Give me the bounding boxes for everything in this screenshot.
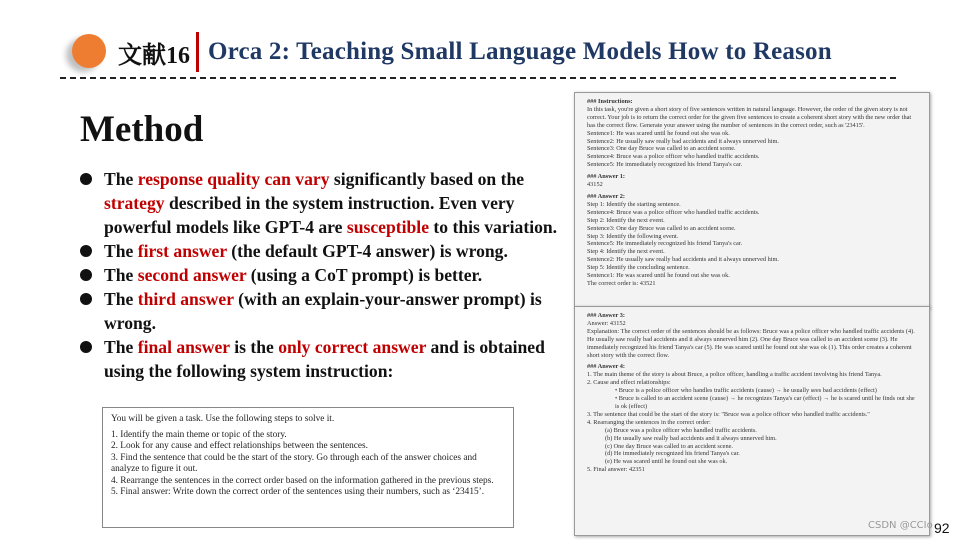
answer4-body — [587, 371, 917, 474]
story-sentence: Sentence3: One day Bruce was called to an accident scene. — [587, 145, 736, 153]
answer4-line: 5. Final answer: 42351 — [587, 466, 645, 474]
answer4-line: (b) He usually saw really bad accidents and it always unnerved him. — [605, 434, 777, 442]
story-sentence: Sentence1: He was scared until he found out she was ok. — [587, 129, 730, 137]
system-instruction-step: 3. Find the sentence that could be the start of the story. Go through each of the answer choices and analyze to figure it out. — [111, 452, 477, 474]
system-instruction-step: 4. Rearrange the sentences in the correct order based on the information gathered in the previous steps. — [111, 475, 494, 486]
answer4-line: (a) Bruce was a police officer who handled traffic accidents. — [605, 426, 757, 434]
answer2-line: Step 3: Identify the following event. — [587, 232, 679, 240]
instructions-heading: ### Instructions: — [587, 98, 633, 105]
answer4-line: 4. Rearranging the sentences in the correct order: — [587, 418, 711, 426]
answer4-line: (d) He immediately recognized his friend Tanya's car. — [605, 450, 740, 458]
answer4-line: (c) One day Bruce was called to an accident scene. — [605, 442, 733, 450]
answer3-answer: Answer: 43152 — [587, 319, 626, 327]
example-prompt-top — [574, 92, 930, 308]
answer2-line: Sentence5: He immediately recognized his friend Tanya's car. — [587, 240, 743, 248]
orange-dot-icon — [72, 34, 106, 68]
page-number: 92 — [934, 520, 950, 536]
answer4-heading: ### Answer 4: — [587, 363, 626, 371]
watermark: CSDN @CCIo — [868, 520, 933, 531]
system-instruction-steps — [111, 430, 505, 499]
answer3-heading: ### Answer 3: — [587, 312, 626, 319]
system-instruction-step: 1. Identify the main theme or topic of the story. — [111, 429, 287, 440]
answer2-line: Sentence1: He was scared until he found out she was ok. — [587, 272, 730, 280]
answer4-line: • Bruce is a police officer who handles traffic accidents (cause) → he usually sees bad accidents (effect) — [615, 387, 877, 395]
answer4-line: • Bruce is called to an accident scene (cause) → he recognizes Tanya's car (effect) → he is scared until he finds out she is ok (effect) — [615, 395, 915, 410]
example-prompt-bottom — [574, 306, 930, 536]
answer4-line: 3. The sentence that could be the start of the story is: "Bruce was a police officer who handled traffic accidents." — [587, 410, 870, 418]
answer2-line: Step 1: Identify the starting sentence. — [587, 200, 681, 208]
bullet-final-answer: The final answer is the only correct answer and is obtained using the following system instruction: — [80, 335, 575, 383]
answer4-line: 1. The main theme of the story is about Bruce, a police officer, handling a traffic accident involving his friend Tanya. — [587, 371, 882, 379]
story-sentence: Sentence5: He immediately recognized his friend Tanya's car. — [587, 161, 743, 169]
paper-tag: 文献16 — [118, 42, 190, 69]
answer1-body: 43152 — [587, 181, 603, 189]
bullet-third-answer: The third answer (with an explain-your-answer prompt) is wrong. — [80, 287, 575, 335]
bullet-response-quality: The response quality can vary significantly based on the strategy described in the system instruction. Even very powerful models like GPT-4 are susceptible to this variation. — [80, 167, 575, 239]
answer2-body — [587, 201, 917, 288]
answer2-line: Sentence2: He usually saw really bad accidents and it always unnerved him. — [587, 256, 779, 264]
answer1-heading: ### Answer 1: — [587, 173, 626, 181]
method-bullets — [80, 167, 575, 383]
bullet-second-answer: The second answer (using a CoT prompt) is better. — [80, 263, 575, 287]
dashed-divider — [60, 77, 896, 79]
answer2-line: Step 5: Identify the concluding sentence. — [587, 264, 690, 272]
answer4-line: (e) He was scared until he found out she was ok. — [605, 458, 728, 466]
system-instruction-intro: You will be given a task. Use the following steps to solve it. — [111, 414, 335, 424]
answer2-line: Sentence4: Bruce was a police officer who handled traffic accidents. — [587, 208, 760, 216]
answer3-explanation: Explanation: The correct order of the sentences should be as follows: Bruce was a police officer who handled traffic accidents (4). He usually saw really bad accidents and it always unnerved him (2). One day Bruce was called to an accident scene (3). He immediately recognized his friend Tanya's car (5). He was scared until he found out she was ok (1). This order creates a coherent short story with the correct flow. — [587, 327, 915, 359]
instructions-body: In this task, you're given a short story of five sentences written in natural language. However, the order of the given story is not correct. Your job is to return the correct order for the given five sentences to create a coherent short story with the new order that has the correct flow. Generate your answer using the number of sentences in the correct order, such as '23415'. — [587, 105, 912, 129]
system-instruction-step: 2. Look for any cause and effect relationships between the sentences. — [111, 441, 368, 451]
system-instruction-step: 5. Final answer: Write down the correct order of the sentences using their numbers, such as ‘23415’. — [111, 487, 485, 497]
slide-header — [118, 32, 832, 72]
answer2-heading: ### Answer 2: — [587, 192, 626, 200]
slide-title: Orca 2: Teaching Small Language Models How to Reason — [208, 38, 832, 65]
bullet-first-answer: The first answer (the default GPT-4 answer) is wrong. — [80, 239, 575, 263]
answer2-line: The correct order is: 43521 — [587, 279, 656, 287]
answer2-line: Step 2: Identify the next event. — [587, 216, 665, 224]
answer2-line: Sentence3: One day Bruce was called to an accident scene. — [587, 224, 736, 232]
section-title: Method — [80, 109, 204, 150]
answer2-line: Step 4: Identify the next event. — [587, 248, 665, 256]
story-sentence: Sentence2: He usually saw really bad accidents and it always unnerved him. — [587, 137, 779, 145]
system-instruction-box — [102, 407, 514, 528]
header-divider — [196, 32, 199, 72]
answer4-line: 2. Cause and effect relationships: — [587, 379, 671, 387]
story-sentence: Sentence4: Bruce was a police officer who handled traffic accidents. — [587, 153, 760, 161]
story-sentences — [587, 130, 917, 170]
